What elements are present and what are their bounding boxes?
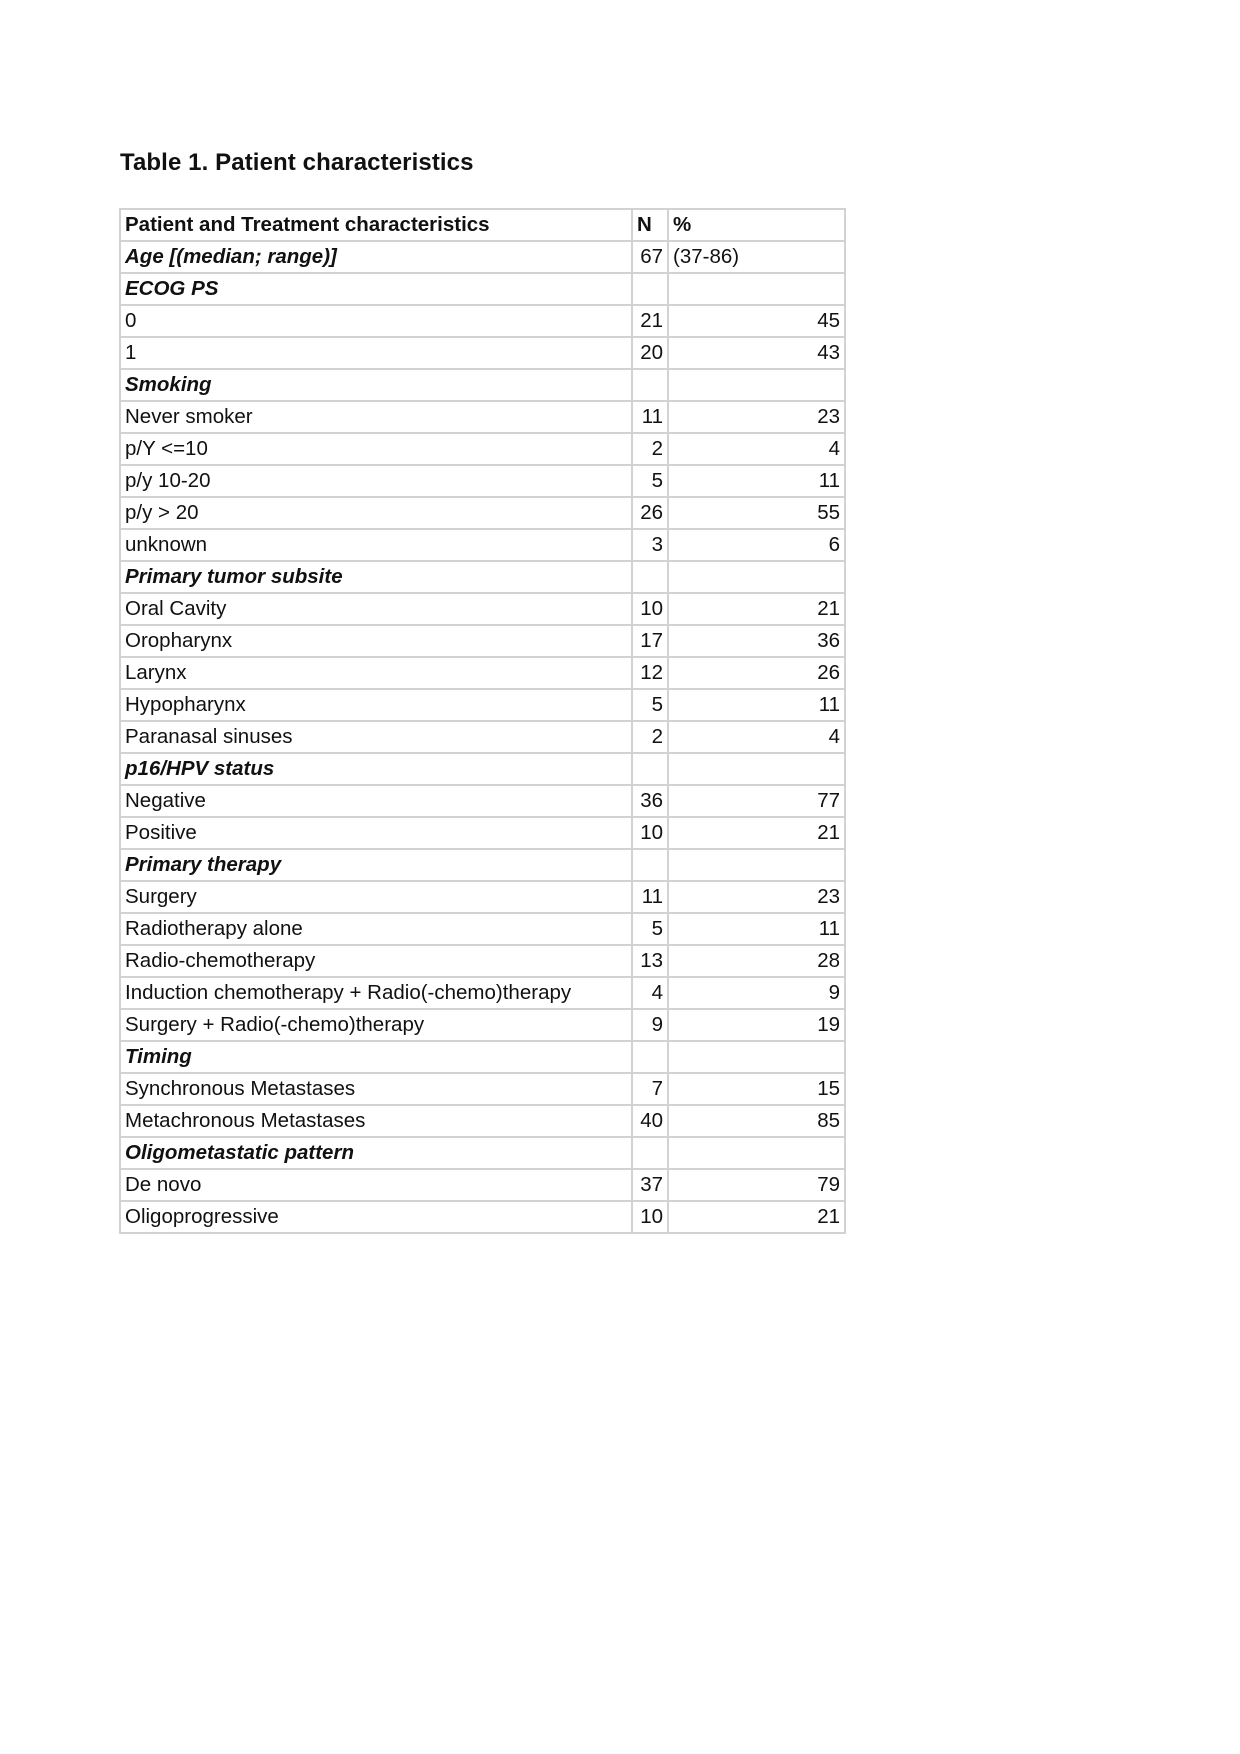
section-label: Timing: [120, 1041, 632, 1073]
n-value: 9: [632, 1009, 668, 1041]
table-row: [120, 881, 845, 913]
table-section-row: [120, 1137, 845, 1169]
percent-value: (37-86): [668, 241, 845, 273]
table-section-row: [120, 561, 845, 593]
percent-value: [668, 1137, 845, 1169]
percent-value: 28: [668, 945, 845, 977]
n-value: 7: [632, 1073, 668, 1105]
n-value: [632, 1041, 668, 1073]
n-value: 5: [632, 689, 668, 721]
n-value: 40: [632, 1105, 668, 1137]
section-label: Oligometastatic pattern: [120, 1137, 632, 1169]
table-row: [120, 913, 845, 945]
n-value: [632, 1137, 668, 1169]
section-label: Primary therapy: [120, 849, 632, 881]
row-label: Surgery: [120, 881, 632, 913]
percent-value: [668, 273, 845, 305]
n-value: 67: [632, 241, 668, 273]
row-label: Synchronous Metastases: [120, 1073, 632, 1105]
percent-value: 21: [668, 1201, 845, 1233]
table-row: [120, 401, 845, 433]
row-label: 1: [120, 337, 632, 369]
table-row: [120, 1073, 845, 1105]
n-value: 2: [632, 721, 668, 753]
n-value: [632, 561, 668, 593]
n-value: 5: [632, 913, 668, 945]
row-label: Hypopharynx: [120, 689, 632, 721]
n-value: 36: [632, 785, 668, 817]
section-label: Age [(median; range)]: [120, 241, 632, 273]
n-value: 2: [632, 433, 668, 465]
n-value: [632, 849, 668, 881]
table-row: [120, 305, 845, 337]
column-header-characteristic: Patient and Treatment characteristics: [120, 209, 632, 241]
table-row: [120, 497, 845, 529]
percent-value: 6: [668, 529, 845, 561]
percent-value: 77: [668, 785, 845, 817]
table-header-row: [120, 209, 845, 241]
table-section-row: [120, 273, 845, 305]
patient-characteristics-table: [119, 208, 846, 1234]
n-value: [632, 369, 668, 401]
percent-value: [668, 369, 845, 401]
table-row: [120, 433, 845, 465]
n-value: 3: [632, 529, 668, 561]
table-row: [120, 593, 845, 625]
percent-value: 85: [668, 1105, 845, 1137]
table-row: [120, 625, 845, 657]
n-value: 37: [632, 1169, 668, 1201]
row-label: p/y > 20: [120, 497, 632, 529]
section-label: Smoking: [120, 369, 632, 401]
n-value: 10: [632, 593, 668, 625]
n-value: 4: [632, 977, 668, 1009]
percent-value: 9: [668, 977, 845, 1009]
table-row: [120, 657, 845, 689]
percent-value: 11: [668, 913, 845, 945]
percent-value: 11: [668, 689, 845, 721]
row-label: Oligoprogressive: [120, 1201, 632, 1233]
percent-value: [668, 1041, 845, 1073]
section-label: p16/HPV status: [120, 753, 632, 785]
percent-value: 36: [668, 625, 845, 657]
percent-value: 15: [668, 1073, 845, 1105]
table-row: [120, 945, 845, 977]
percent-value: [668, 753, 845, 785]
n-value: 11: [632, 881, 668, 913]
table-section-row: [120, 1041, 845, 1073]
n-value: 20: [632, 337, 668, 369]
row-label: 0: [120, 305, 632, 337]
table-row: [120, 817, 845, 849]
n-value: 10: [632, 817, 668, 849]
table-row: [120, 977, 845, 1009]
table-row: [120, 1201, 845, 1233]
percent-value: 26: [668, 657, 845, 689]
column-header-percent: %: [668, 209, 845, 241]
table-row: [120, 1009, 845, 1041]
table-row: [120, 529, 845, 561]
row-label: Induction chemotherapy + Radio(-chemo)therapy: [120, 977, 632, 1009]
row-label: unknown: [120, 529, 632, 561]
row-label: Negative: [120, 785, 632, 817]
table-section-row: [120, 753, 845, 785]
row-label: Radiotherapy alone: [120, 913, 632, 945]
percent-value: 23: [668, 881, 845, 913]
n-value: 17: [632, 625, 668, 657]
n-value: 21: [632, 305, 668, 337]
row-label: Metachronous Metastases: [120, 1105, 632, 1137]
table-section-row: [120, 849, 845, 881]
percent-value: [668, 849, 845, 881]
table-row: [120, 465, 845, 497]
table-row: [120, 785, 845, 817]
row-label: Positive: [120, 817, 632, 849]
row-label: De novo: [120, 1169, 632, 1201]
row-label: p/Y <=10: [120, 433, 632, 465]
table-section-row: [120, 369, 845, 401]
table-body: [120, 209, 845, 1233]
percent-value: 21: [668, 817, 845, 849]
percent-value: 55: [668, 497, 845, 529]
section-label: Primary tumor subsite: [120, 561, 632, 593]
row-label: Oropharynx: [120, 625, 632, 657]
row-label: p/y 10-20: [120, 465, 632, 497]
percent-value: 19: [668, 1009, 845, 1041]
row-label: Oral Cavity: [120, 593, 632, 625]
percent-value: [668, 561, 845, 593]
percent-value: 43: [668, 337, 845, 369]
row-label: Never smoker: [120, 401, 632, 433]
table-section-row: [120, 241, 845, 273]
table-row: [120, 689, 845, 721]
n-value: [632, 273, 668, 305]
percent-value: 4: [668, 433, 845, 465]
row-label: Surgery + Radio(-chemo)therapy: [120, 1009, 632, 1041]
percent-value: 45: [668, 305, 845, 337]
n-value: 11: [632, 401, 668, 433]
percent-value: 11: [668, 465, 845, 497]
table-row: [120, 721, 845, 753]
n-value: 26: [632, 497, 668, 529]
section-label: ECOG PS: [120, 273, 632, 305]
n-value: 10: [632, 1201, 668, 1233]
n-value: [632, 753, 668, 785]
table-row: [120, 337, 845, 369]
percent-value: 23: [668, 401, 845, 433]
n-value: 12: [632, 657, 668, 689]
percent-value: 21: [668, 593, 845, 625]
row-label: Paranasal sinuses: [120, 721, 632, 753]
table-title: Table 1. Patient characteristics: [120, 149, 474, 176]
table-row: [120, 1169, 845, 1201]
percent-value: 79: [668, 1169, 845, 1201]
column-header-n: N: [632, 209, 668, 241]
percent-value: 4: [668, 721, 845, 753]
row-label: Radio-chemotherapy: [120, 945, 632, 977]
n-value: 13: [632, 945, 668, 977]
n-value: 5: [632, 465, 668, 497]
row-label: Larynx: [120, 657, 632, 689]
table-row: [120, 1105, 845, 1137]
